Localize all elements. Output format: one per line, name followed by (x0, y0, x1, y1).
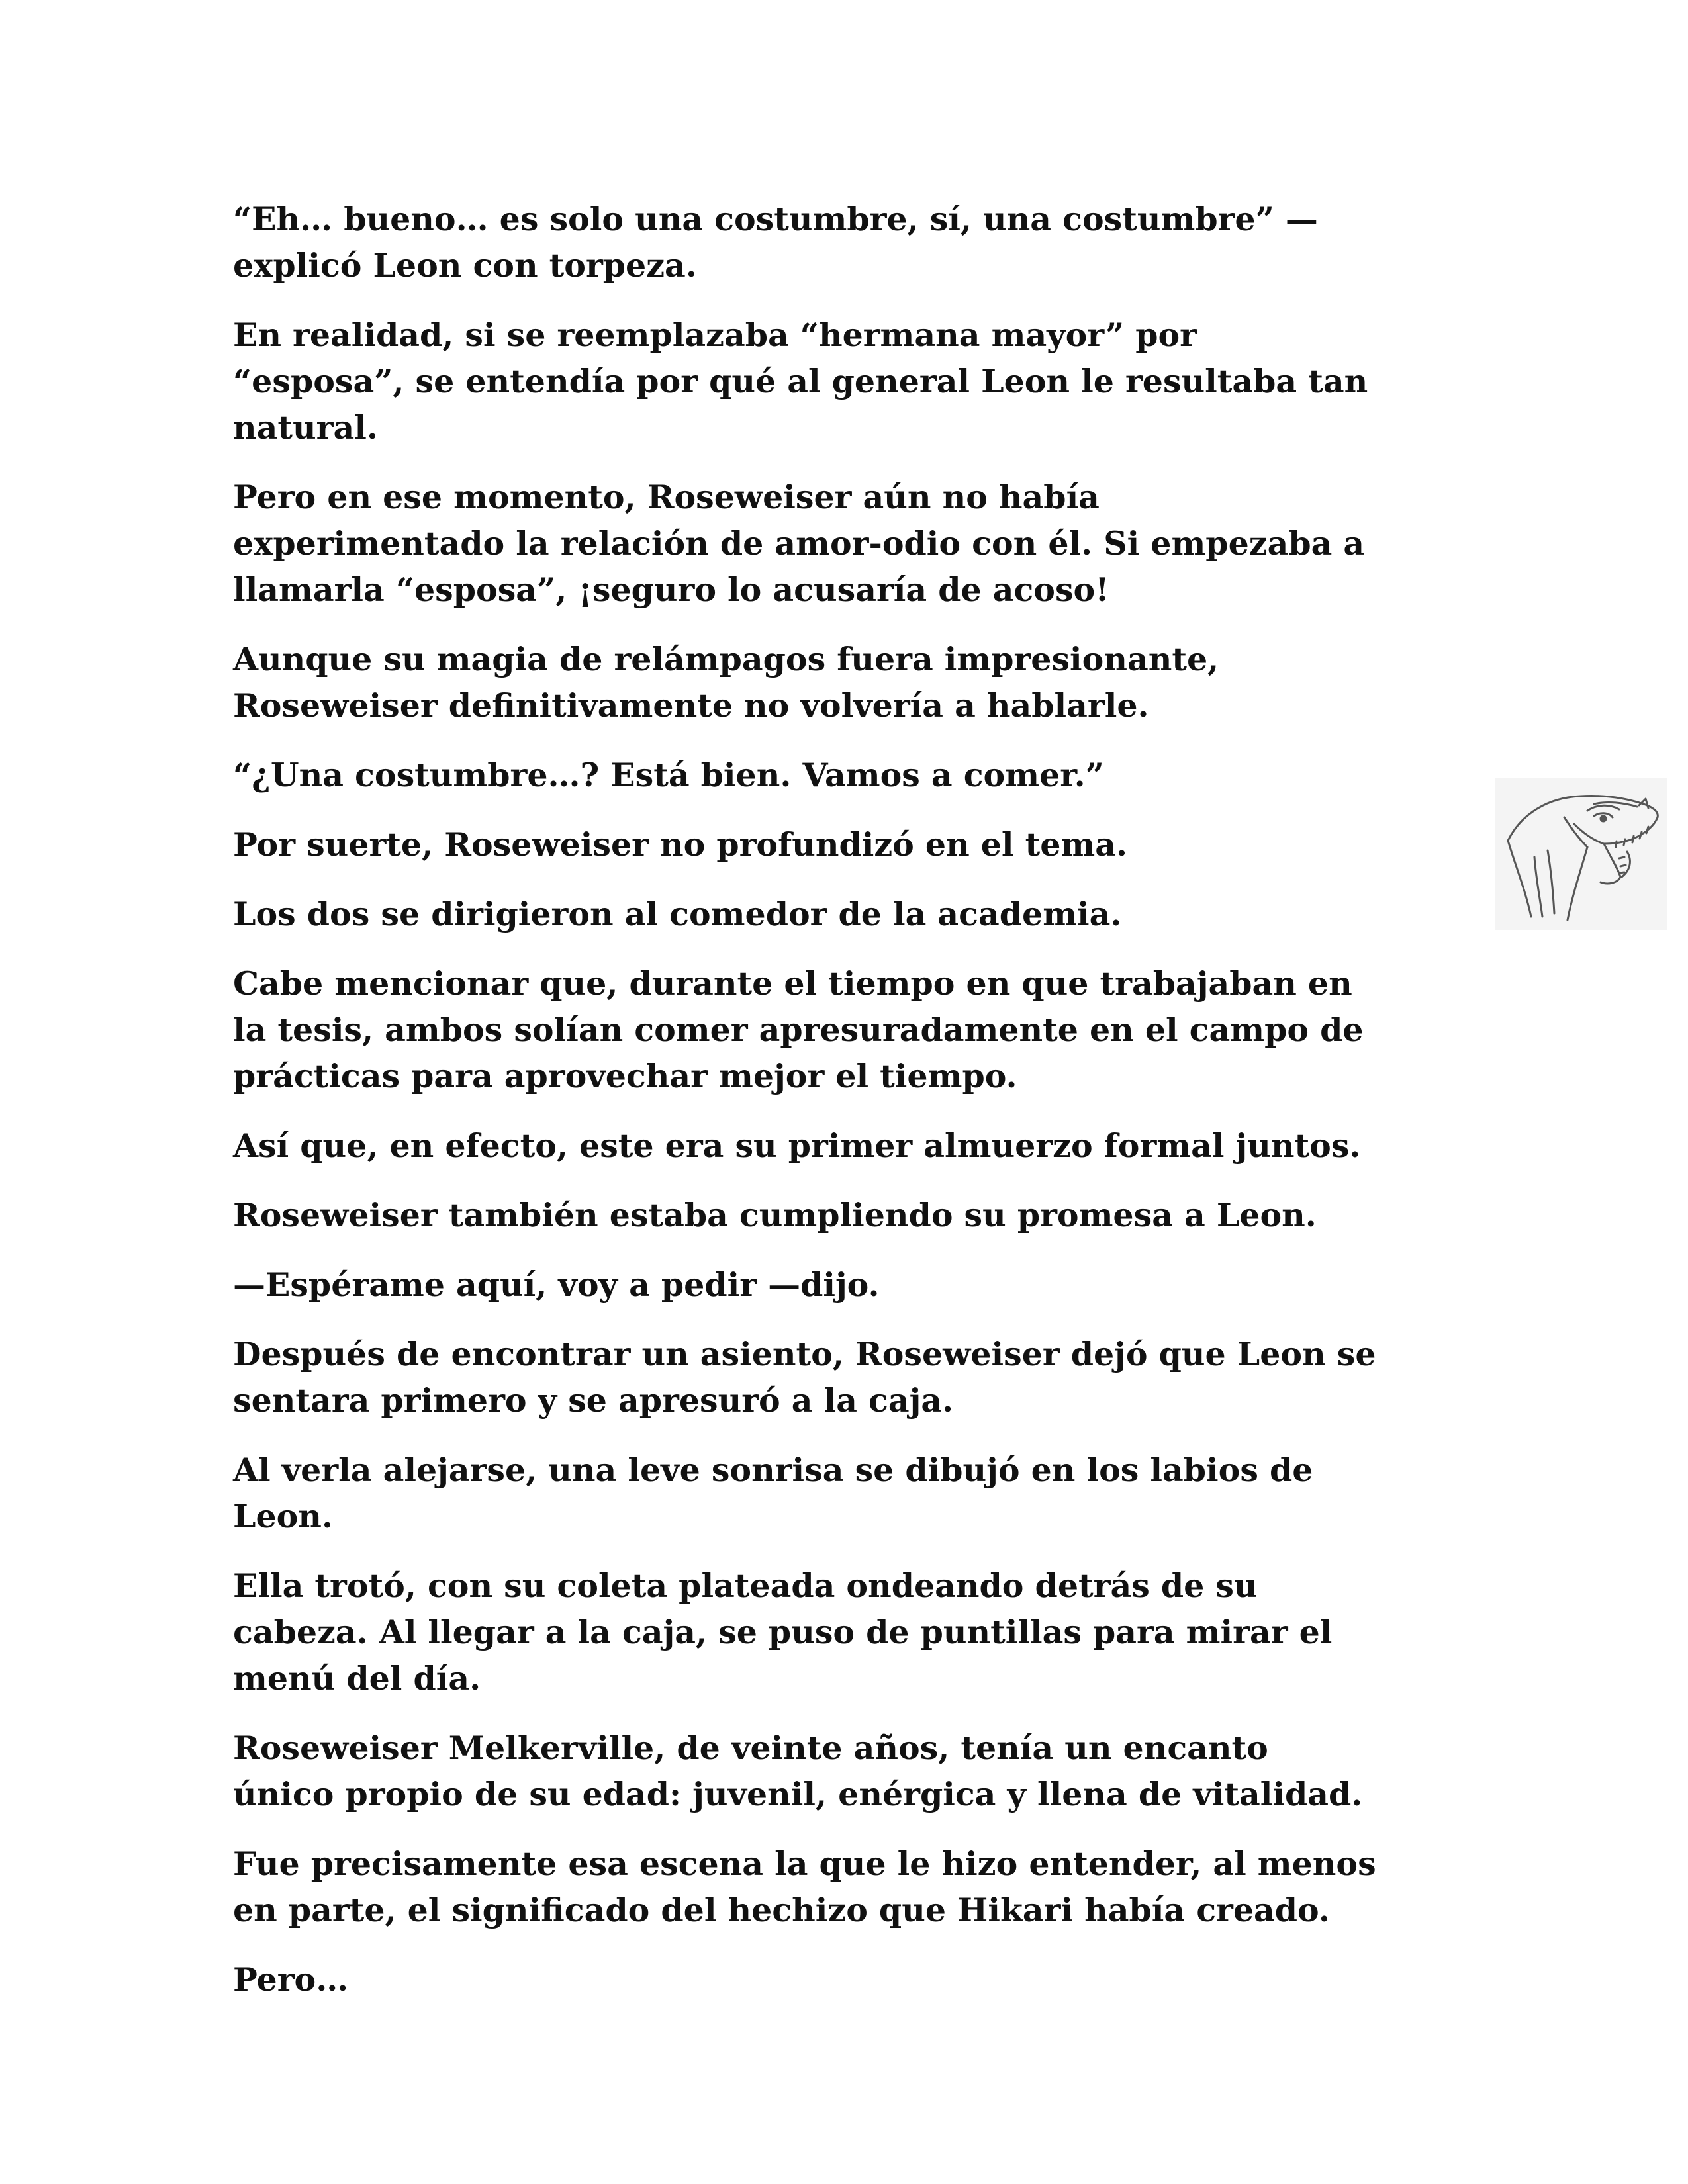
paragraph: “¿Una costumbre…? Está bien. Vamos a comer.” (233, 756, 1104, 794)
paragraph: Ella trotó, con su coleta plateada ondeando detrás de su cabeza. Al llegar a la caja, se puso de puntillas para mirar el menú del día. (233, 1567, 1333, 1698)
paragraph: Fue precisamente esa escena la que le hizo entender, al menos en parte, el significado del hechizo que Hikari había creado. (233, 1844, 1376, 1929)
paragraph: Aunque su magia de relámpagos fuera impresionante, Roseweiser definitivamente no volvería a hablarle. (233, 640, 1219, 725)
paragraph: En realidad, si se reemplazaba “hermana mayor” por “esposa”, se entendía por qué al general Leon le resultaba tan natural. (233, 316, 1368, 447)
dinosaur-sketch-icon (1495, 778, 1667, 930)
paragraph: Pero en ese momento, Roseweiser aún no había experimentado la relación de amor-odio con él. Si empezaba a llamarla “esposa”, ¡seguro lo acusaría de acoso! (233, 478, 1365, 609)
paragraph: Pero… (233, 1960, 349, 1999)
document-body (233, 196, 1477, 2026)
paragraph: Roseweiser también estaba cumpliendo su promesa a Leon. (233, 1196, 1317, 1234)
paragraph: Los dos se dirigieron al comedor de la academia. (233, 895, 1122, 933)
paragraph: “Eh… bueno… es solo una costumbre, sí, una costumbre” — explicó Leon con torpeza. (233, 200, 1318, 285)
paragraph: Así que, en efecto, este era su primer almuerzo formal juntos. (233, 1126, 1361, 1165)
paragraph: Al verla alejarse, una leve sonrisa se dibujó en los labios de Leon. (233, 1451, 1313, 1535)
paragraph: Por suerte, Roseweiser no profundizó en el tema. (233, 825, 1128, 864)
paragraph: —Espérame aquí, voy a pedir —dijo. (233, 1265, 880, 1304)
paragraph: Después de encontrar un asiento, Roseweiser dejó que Leon se sentara primero y se apresuró a la caja. (233, 1335, 1376, 1420)
paragraph: Cabe mencionar que, durante el tiempo en que trabajaban en la tesis, ambos solían comer apresuradamente en el campo de prácticas para aprovechar mejor el tiempo. (233, 964, 1364, 1095)
paragraph: Roseweiser Melkerville, de veinte años, tenía un encanto único propio de su edad: juvenil, enérgica y llena de vitalidad. (233, 1729, 1363, 1813)
